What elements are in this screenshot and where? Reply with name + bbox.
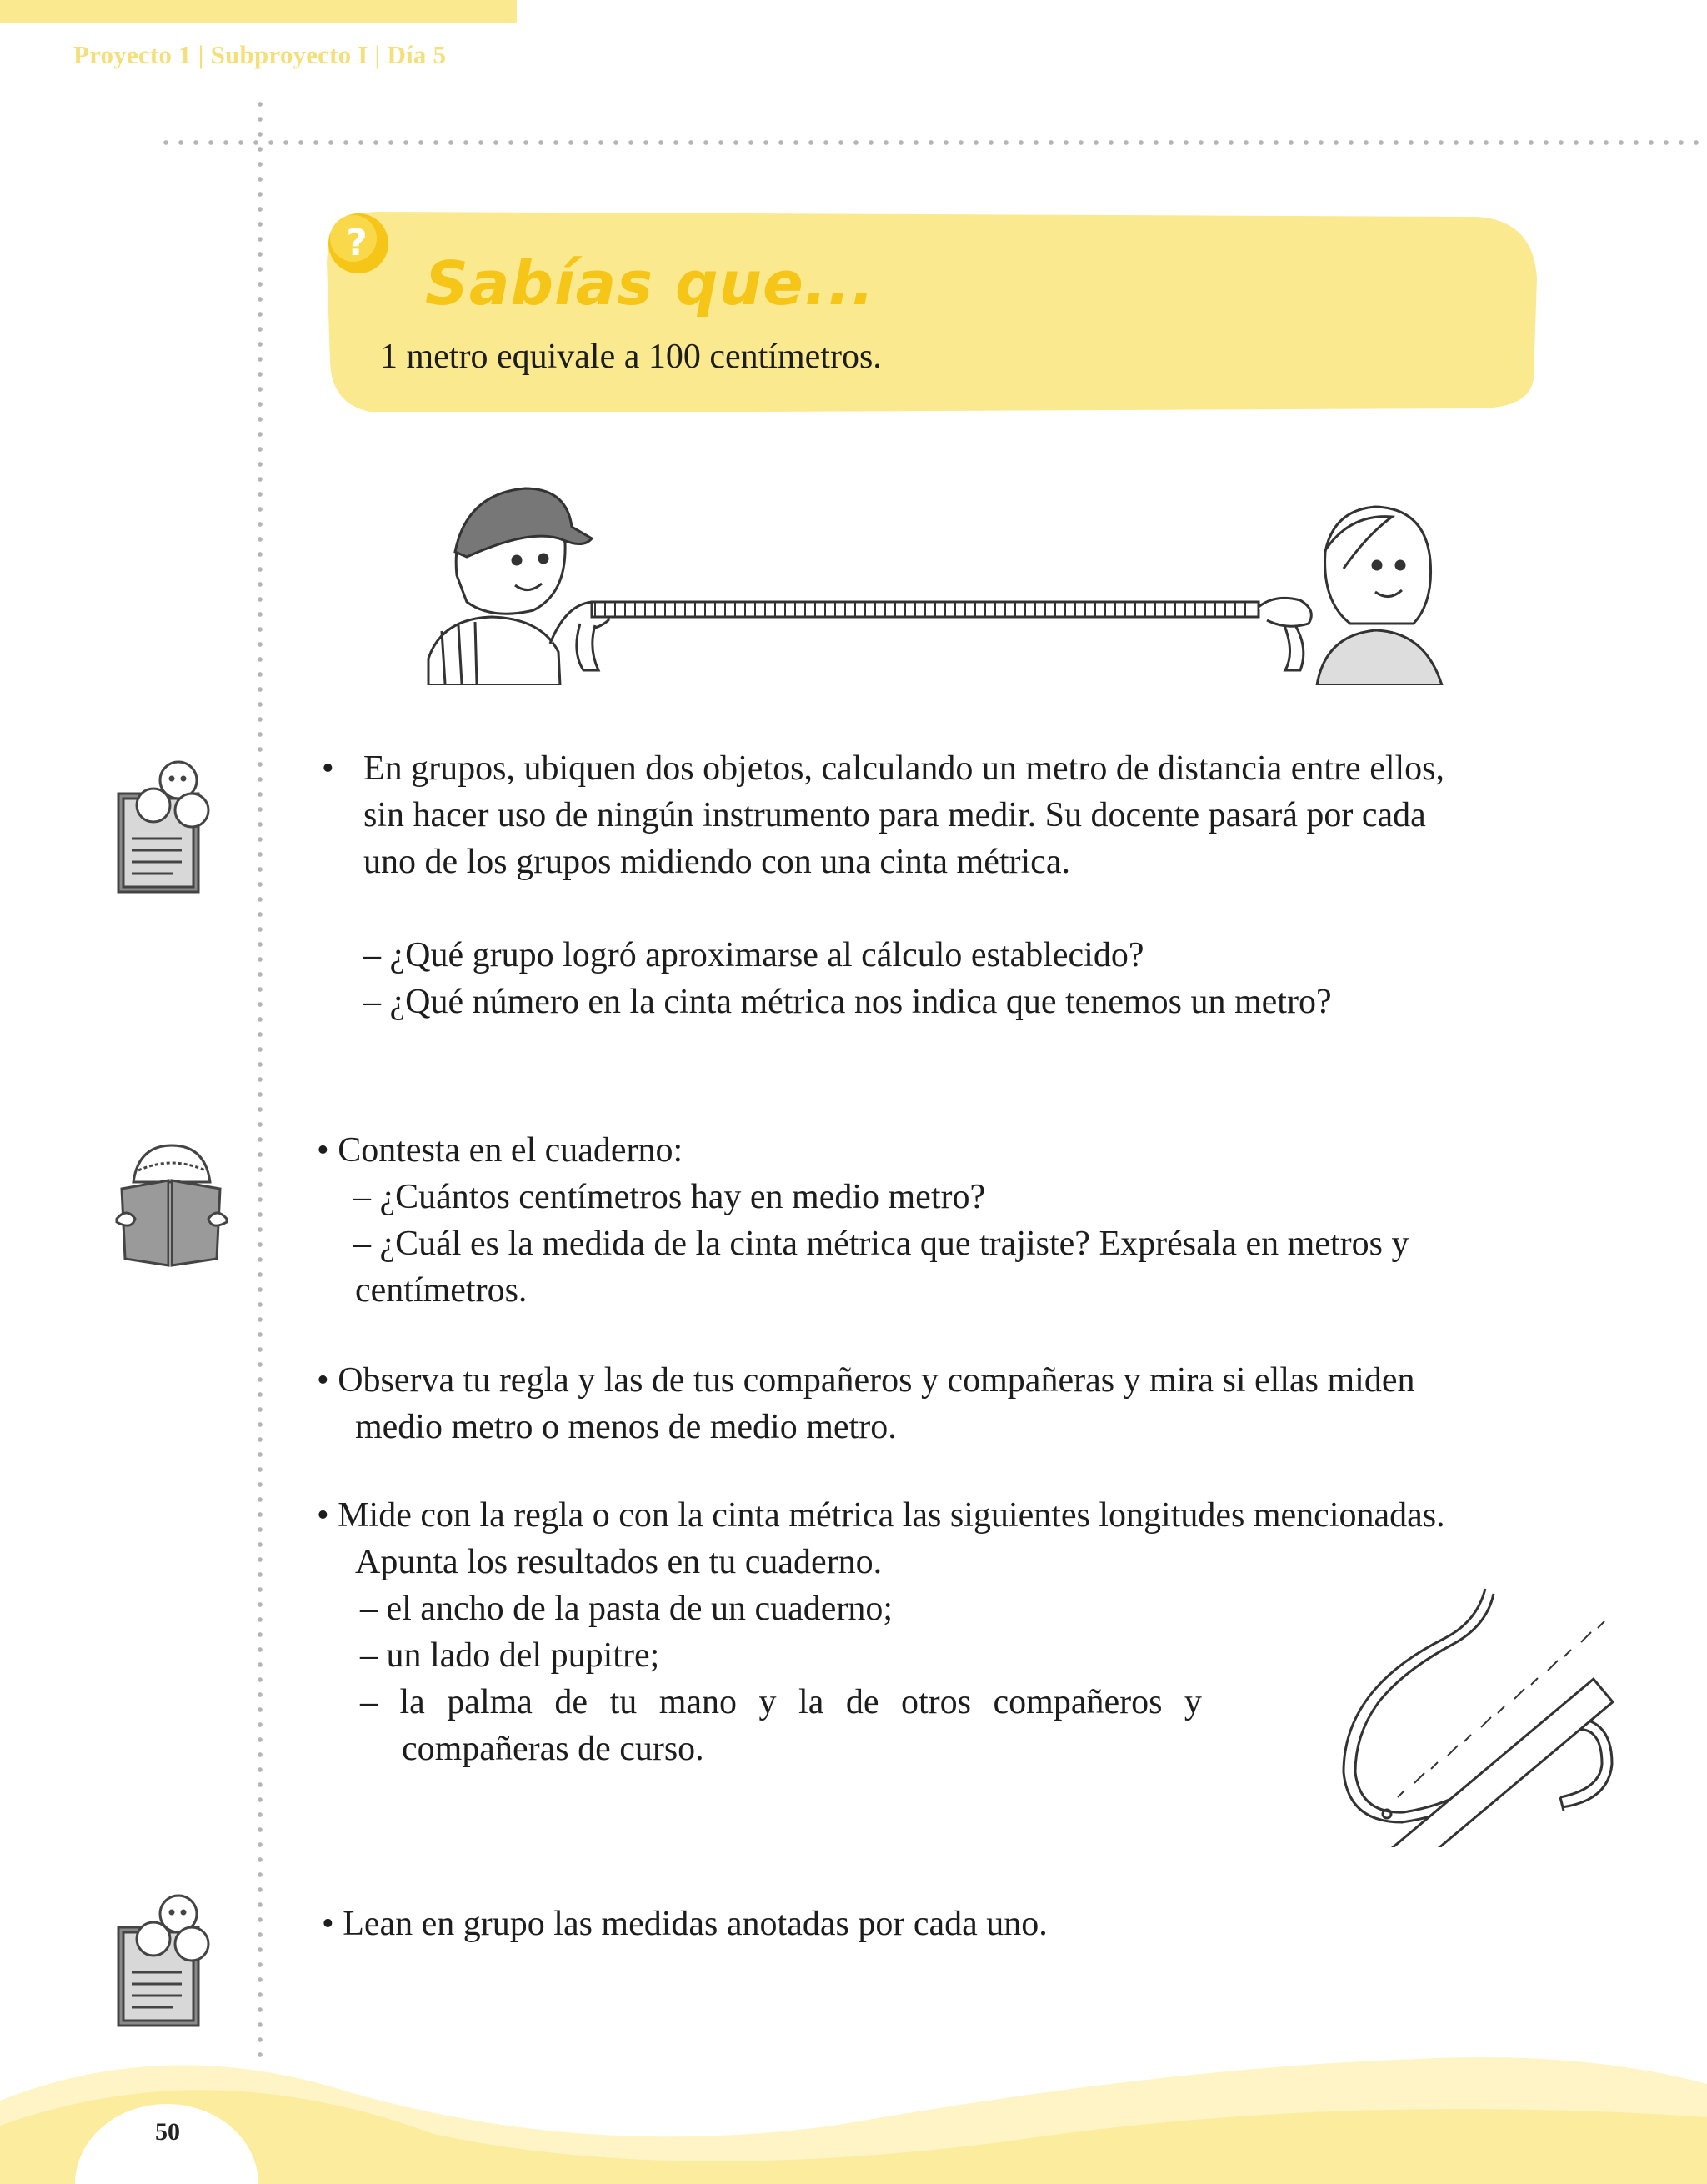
activity-2 <box>317 1127 1550 1314</box>
list-item: – el ancho de la pasta de un cuaderno; <box>360 1590 894 1628</box>
activity-3-line: medio metro o menos de medio metro. <box>355 1408 897 1446</box>
list-item: – la palma de tu mano y la de otros compañeros y <box>360 1683 1202 1721</box>
dotted-divider-vertical <box>258 97 263 2064</box>
question-item: – ¿Cuántos centímetros hay en medio metro? <box>353 1178 986 1216</box>
activity-1 <box>317 745 1550 1025</box>
bullet: • <box>322 749 334 788</box>
svg-text:?: ? <box>346 222 368 264</box>
footer-wave <box>0 2034 1707 2184</box>
group-work-icon <box>112 755 228 897</box>
page-number: 50 <box>155 2118 180 2146</box>
activity-3-line: • Observa tu regla y las de tus compañeros y compañeras y mira si ellas miden <box>317 1361 1415 1400</box>
question-item: – ¿Cuál es la medida de la cinta métrica que trajiste? Exprésala en metros y <box>353 1225 1409 1263</box>
reading-child-icon <box>113 1140 230 1270</box>
activity-1-line: sin hacer uso de ningún instrumento para medir. Su docente pasará por cada <box>363 796 1426 834</box>
activity-5-line: • Lean en grupo las medidas anotadas por cada uno. <box>322 1905 1048 1943</box>
callout-title: Sabías que... <box>425 248 875 318</box>
page-header: Proyecto 1 | Subproyecto I | Día 5 <box>73 40 447 69</box>
activity-2-heading: • Contesta en el cuaderno: <box>317 1131 683 1170</box>
activity-3 <box>317 1357 1550 1450</box>
activity-4-line: • Mide con la regla o con la cinta métrica las siguientes longitudes mencionadas. <box>317 1496 1445 1535</box>
question-item: – ¿Qué grupo logró aproximarse al cálculo establecido? <box>363 936 1144 974</box>
question-badge-icon <box>327 212 390 275</box>
activity-4-line: Apunta los resultados en tu cuaderno. <box>355 1543 883 1581</box>
top-color-band <box>0 0 517 23</box>
question-item-continuation: centímetros. <box>355 1271 528 1310</box>
list-item-continuation: compañeras de curso. <box>402 1730 704 1768</box>
activity-1-line: En grupos, ubiquen dos objetos, calculando un metro de distancia entre ellos, <box>363 749 1445 788</box>
dotted-divider-horizontal <box>158 140 1707 145</box>
activity-5 <box>317 1901 1550 1947</box>
ruler-and-tape-illustration <box>1310 1572 1627 1847</box>
question-item: – ¿Qué número en la cinta métrica nos indica que tenemos un metro? <box>363 983 1332 1021</box>
callout-body: 1 metro equivale a 100 centímetros. <box>380 338 882 376</box>
kids-measuring-tape-illustration <box>417 477 1450 685</box>
group-work-icon-2 <box>112 1889 228 2031</box>
did-you-know-callout <box>327 212 1540 412</box>
activity-1-line: uno de los grupos midiendo con una cinta métrica. <box>363 843 1070 881</box>
list-item: – un lado del pupitre; <box>360 1636 660 1675</box>
